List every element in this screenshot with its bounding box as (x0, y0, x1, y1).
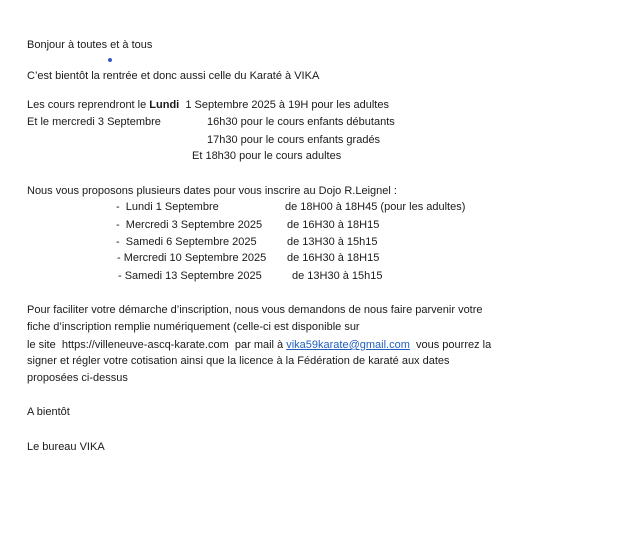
registration-time: de 16H30 à 18H15 (287, 219, 380, 231)
courses-line-1-suffix: 1 Septembre 2025 à 19H pour les adultes (179, 99, 389, 111)
courses-line-4: Et 18h30 pour le cours adultes (192, 150, 342, 162)
intro-line: C’est bientôt la rentrée et donc aussi celle du Karaté à VIKA (27, 70, 320, 82)
instructions-line-3-suffix: vous pourrez la (409, 339, 492, 351)
instructions-line-3 (27, 338, 491, 352)
instructions-site-text: le site https://villeneuve-ascq-karate.com par mail à (27, 339, 287, 351)
registration-time: de 18H00 à 18H45 (pour les adultes) (285, 201, 466, 213)
instructions-line-1: Pour faciliter votre démarche d’inscription, nous vous demandons de nous faire parvenir votre (27, 304, 483, 316)
signature: Le bureau VIKA (27, 441, 105, 453)
courses-line-2-detail: 16h30 pour le cours enfants débutants (207, 116, 395, 128)
instructions-line-5: proposées ci-dessus (27, 372, 128, 384)
courses-line-1-prefix: Les cours reprendront le (27, 99, 150, 111)
registration-time: de 13H30 à 15h15 (287, 236, 378, 248)
instructions-line-2: fiche d’inscription remplie numériquement (celle-ci est disponible sur (27, 321, 360, 333)
cursor-dot (108, 58, 112, 62)
registration-intro: Nous vous proposons plusieurs dates pour vous inscrire au Dojo R.Leignel : (27, 185, 397, 197)
courses-line-2-label: Et le mercredi 3 Septembre (27, 116, 161, 128)
registration-date: - Samedi 6 Septembre 2025 (116, 236, 257, 248)
closing-line: A bientôt (27, 406, 70, 418)
registration-date: - Mercredi 10 Septembre 2025 (117, 252, 267, 264)
registration-date: - Mercredi 3 Septembre 2025 (116, 219, 263, 231)
courses-day-monday: Lundi (149, 99, 180, 111)
registration-date: - Samedi 13 Septembre 2025 (118, 270, 262, 282)
registration-time: de 13H30 à 15h15 (292, 270, 383, 282)
courses-line-3: 17h30 pour le cours enfants gradés (207, 134, 381, 146)
greeting: Bonjour à toutes et à tous (27, 39, 153, 51)
email-link[interactable]: vika59karate@gmail.com (286, 339, 410, 351)
registration-date: - Lundi 1 Septembre (116, 201, 219, 213)
courses-line-1 (27, 98, 389, 112)
registration-time: de 16H30 à 18H15 (287, 252, 380, 264)
instructions-line-4: signer et régler votre cotisation ainsi que la licence à la Fédération de karaté aux dates (27, 355, 450, 367)
